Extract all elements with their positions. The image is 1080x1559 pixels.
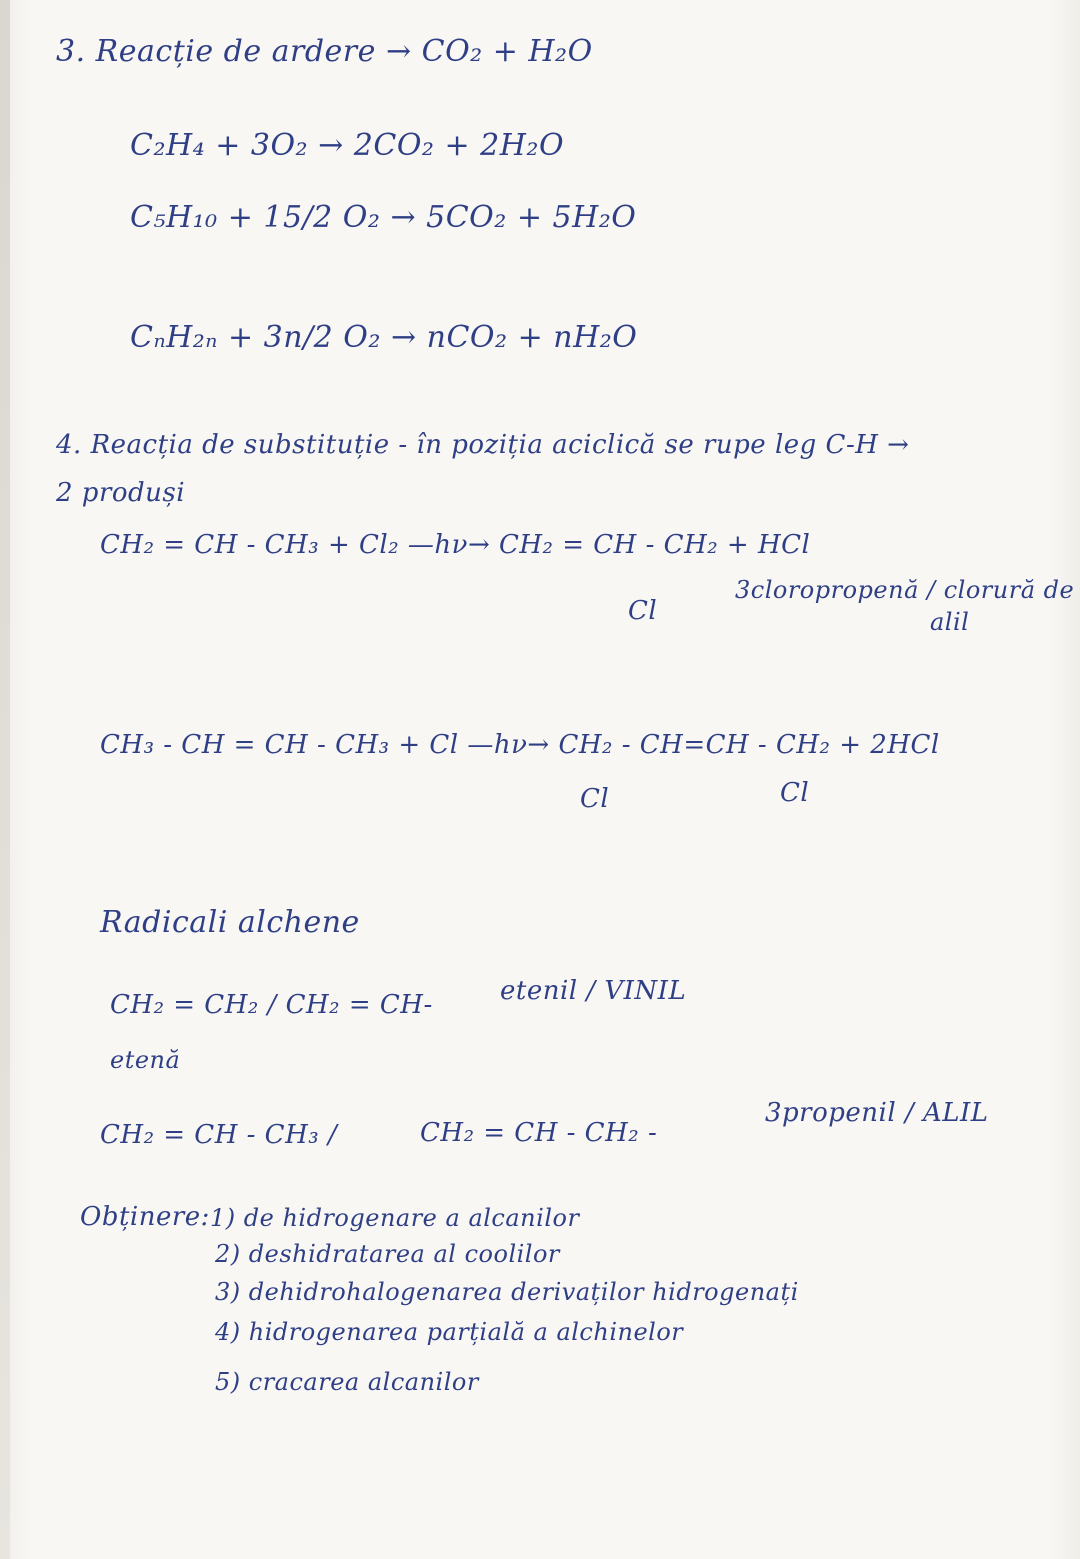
page-edge — [0, 0, 10, 1559]
obtinere-item-1: 1) de hidrogenare a alcanilor — [210, 1204, 580, 1232]
radicals-row1-name: etenil / VINIL — [500, 976, 687, 1006]
radicals-row2-name: 3propenil / ALIL — [765, 1098, 989, 1128]
section3-title: 3. Reacție de ardere → CO₂ + H₂O — [56, 34, 593, 69]
obtinere-item-2: 2) deshidratarea al coolilor — [215, 1240, 560, 1268]
r2-chlorine-left: Cl — [580, 784, 610, 814]
radicals-row2-formula-a: CH₂ = CH - CH₃ / — [100, 1120, 338, 1150]
r2-chlorine-right: Cl — [780, 778, 810, 808]
section4-title: 4. Reacția de substituție - în poziția aciclică se rupe leg C-H → — [56, 430, 910, 460]
radicals-row2-formula-b: CH₂ = CH - CH₂ - — [420, 1118, 658, 1148]
combustion-eq-ethene: C₂H₄ + 3O₂ → 2CO₂ + 2H₂O — [130, 128, 565, 163]
radicals-title: Radicali alchene — [100, 905, 360, 940]
obtinere-item-4: 4) hidrogenarea parțială a alchinelor — [215, 1318, 684, 1346]
r1-chlorine: Cl — [628, 596, 658, 626]
combustion-eq-pentene: C₅H₁₀ + 15/2 O₂ → 5CO₂ + 5H₂O — [130, 200, 637, 235]
substitution-reaction-1: CH₂ = CH - CH₃ + Cl₂ —hν→ CH₂ = CH - CH₂ + HCl — [100, 530, 811, 560]
r1-product-name: 3cloropropenă / clorură de — [735, 576, 1075, 604]
obtinere-item-3: 3) dehidrohalogenarea derivaților hidrogenați — [215, 1278, 799, 1306]
combustion-eq-general: CₙH₂ₙ + 3n/2 O₂ → nCO₂ + nH₂O — [130, 320, 638, 355]
r1-product-name-2: alil — [930, 608, 970, 636]
obtinere-label: Obținere: — [80, 1202, 210, 1232]
substitution-reaction-2: CH₃ - CH = CH - CH₃ + Cl —hν→ CH₂ - CH=CH - CH₂ + 2HCl — [100, 730, 940, 760]
radicals-row1-note: etenă — [110, 1046, 181, 1074]
obtinere-item-5: 5) cracarea alcanilor — [215, 1368, 479, 1396]
radicals-row1-formula: CH₂ = CH₂ / CH₂ = CH- — [110, 990, 433, 1020]
section4-subtitle: 2 produși — [56, 478, 186, 508]
